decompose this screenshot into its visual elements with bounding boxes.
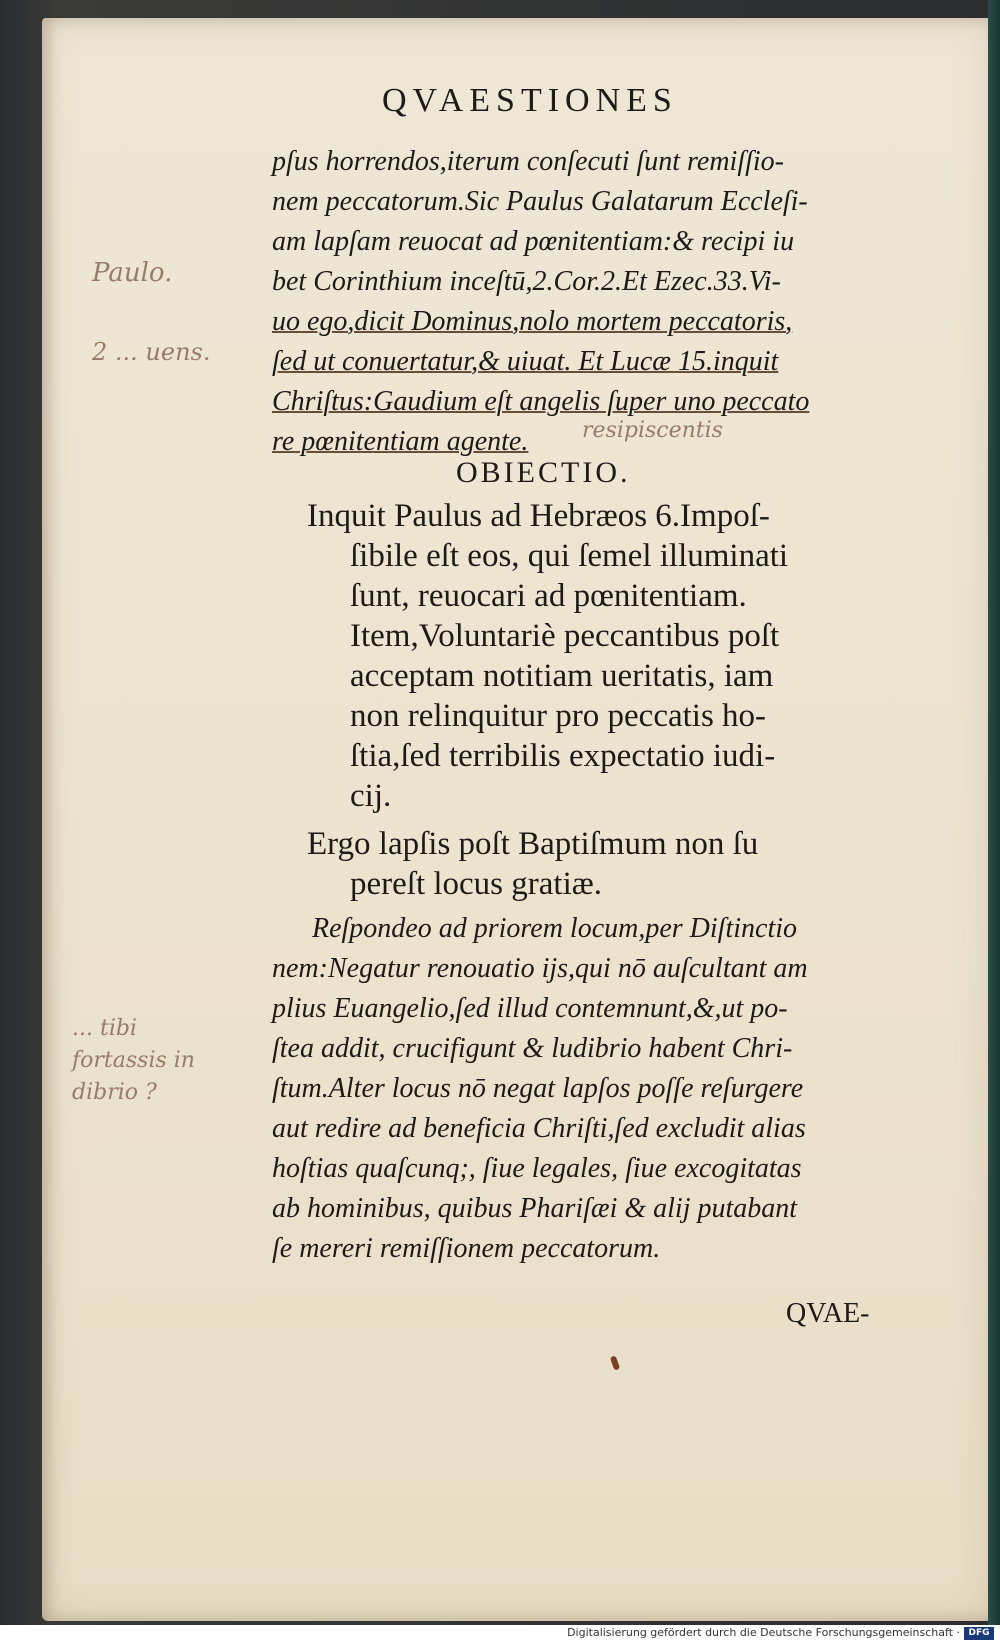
- text-line: ſe mereri remiſſionem peccatorum.: [272, 1233, 661, 1264]
- text-line: ſtum.Alter locus nō negat lapſos poſſe reſurgere: [272, 1073, 804, 1104]
- section-heading: OBIECTIO.: [456, 456, 631, 489]
- dfg-logo: DFG: [964, 1627, 994, 1640]
- text-line: am lapſam reuocat ad pœnitentiam:& recipi iu: [272, 226, 795, 257]
- ink-mark: [610, 1355, 620, 1370]
- marginal-note: ... tibi: [72, 1016, 137, 1041]
- text-line: pſus horrendos,iterum conſecuti ſunt remiſſio-: [272, 146, 784, 177]
- marginal-note: 2 ... uens.: [92, 338, 211, 366]
- text-line: ſtea addit, crucifigunt & ludibrio habent Chri-: [272, 1033, 793, 1064]
- marginal-note: fortassis in: [72, 1048, 195, 1073]
- text-line: plius Euangelio,ſed illud contemnunt,&,ut po-: [272, 993, 788, 1024]
- text-line: uo ego,dicit Dominus,nolo mortem peccatoris,: [272, 306, 793, 337]
- text-line: ſunt, reuocari ad pœnitentiam.: [350, 578, 747, 614]
- text-line: non relinquitur pro peccatis ho-: [350, 698, 767, 734]
- text-line: aut redire ad beneficia Chriſti,ſed excludit alias: [272, 1113, 806, 1144]
- text-line: re pœnitentiam agente.: [272, 426, 529, 457]
- text-line: Reſpondeo ad priorem locum,per Diſtinctio: [312, 913, 797, 944]
- text-line: cij.: [350, 778, 392, 814]
- book-page: [42, 18, 992, 1621]
- text-line: ſed ut conuertatur,& uiuat. Et Lucæ 15.inquit: [272, 346, 779, 377]
- text-line: nem peccatorum.Sic Paulus Galatarum Eccleſi-: [272, 186, 808, 217]
- page-text: [42, 18, 992, 1621]
- text-line: ſtia,ſed terribilis expectatio iudi-: [350, 738, 776, 774]
- text-line: Item,Voluntariè peccantibus poſt: [350, 618, 780, 654]
- footer-bar: [0, 1625, 1000, 1642]
- text-line: Chriſtus:Gaudium eſt angelis ſuper uno peccato: [272, 386, 810, 417]
- marginal-note: resipiscentis: [582, 418, 723, 443]
- text-line: ſibile eſt eos, qui ſemel illuminati: [350, 538, 789, 574]
- footer-credit: Digitalisierung gefördert durch die Deutsche Forschungsgemeinschaft ·: [567, 1626, 960, 1639]
- text-line: Ergo lapſis poſt Baptiſmum non ſu: [307, 826, 759, 862]
- running-head: QVAESTIONES: [382, 82, 678, 119]
- marginal-note: Paulo.: [92, 258, 173, 288]
- text-line: ab hominibus, quibus Phariſæi & alij putabant: [272, 1193, 798, 1224]
- text-line: nem:Negatur renouatio ijs,qui nō auſcultant am: [272, 953, 808, 984]
- text-line: acceptam notitiam ueritatis, iam: [350, 658, 774, 694]
- text-line: Inquit Paulus ad Hebræos 6.Impoſ-: [307, 498, 770, 534]
- book-binding-edge: [988, 0, 1000, 1625]
- marginal-note: dibrio ?: [72, 1080, 157, 1105]
- text-line: hoſtias quaſcunq;, ſiue legales, ſiue excogitatas: [272, 1153, 802, 1184]
- text-line: bet Corinthium inceſtū,2.Cor.2.Et Ezec.33.Vi-: [272, 266, 781, 297]
- text-line: pereſt locus gratiæ.: [350, 866, 603, 902]
- catchword: QVAE-: [786, 1298, 870, 1329]
